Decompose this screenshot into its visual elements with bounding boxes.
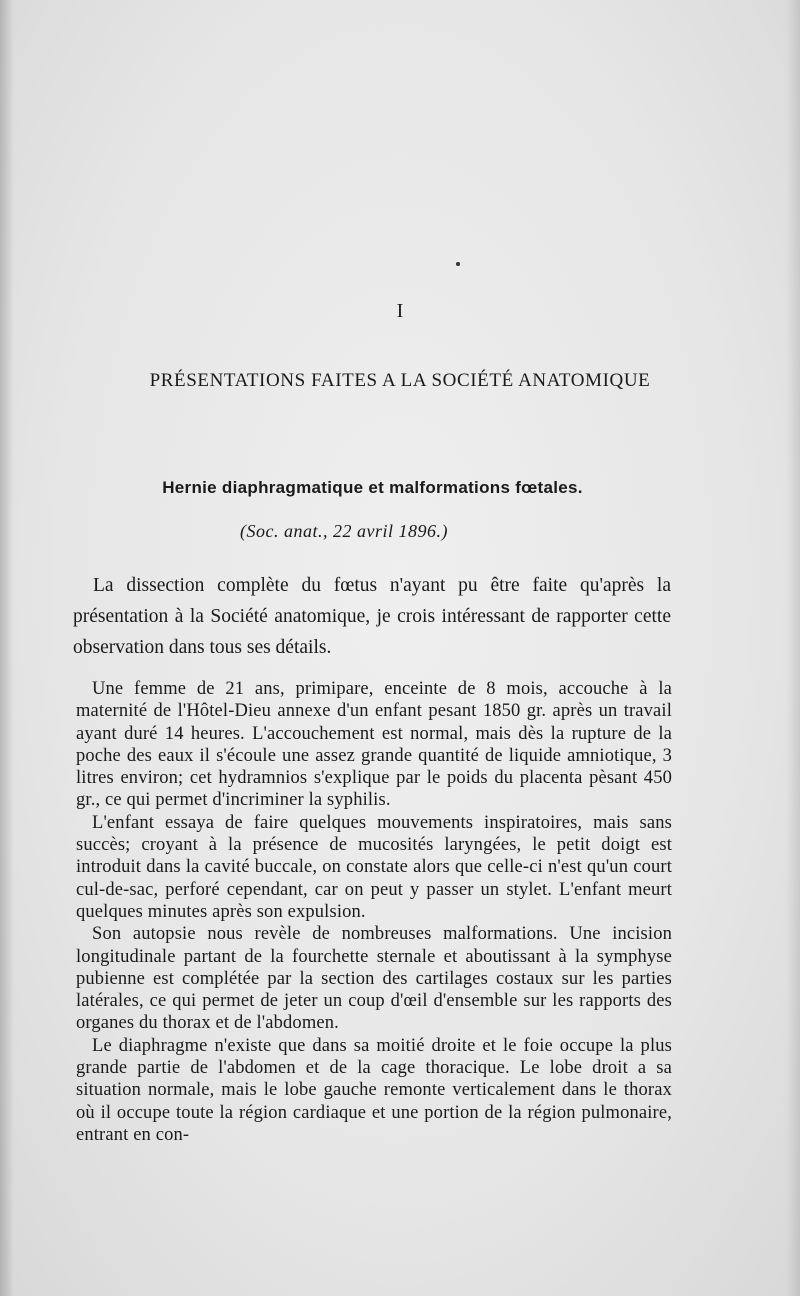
body-paragraph: L'enfant essaya de faire quelques mouvements inspiratoires, mais sans succès; croyant à la présence de mucosités laryngées, le petit doigt est introduit dans la cavité buccale, on constate alors que celle-ci n'est qu'un court cul-de-sac, perforé cependant, car on peut y passer un stylet. L'enfant meurt quelques minutes après son expulsion. <box>76 812 672 922</box>
body-paragraph: Son autopsie nous revèle de nombreuses malformations. Une incision longitudinale partant de la fourchette sternale et aboutissant à la symphyse pubienne est complétée par la section des cartilages costaux sur les parties latérales, ce qui permet de jeter un coup d'œil d'ensemble sur les rapports des organes du thorax et de l'abdomen. <box>76 924 672 1034</box>
section-numeral: I <box>396 300 404 322</box>
intro-block <box>73 570 671 663</box>
article-title: Hernie diaphragmatique et malformations fœtales. <box>162 478 583 497</box>
citation: (Soc. anat., 22 avril 1896.) <box>240 521 448 541</box>
body-paragraph: Le diaphragme n'existe que dans sa moitié droite et le foie occupe la plus grande partie de l'abdomen et de la cage thoracique. Le lobe droit a sa situation normale, mais le lobe gauche remonte verticalement dans le thorax où il occupe toute la région cardiaque et une portion de la région pulmonaire, entrant en con- <box>76 1035 672 1145</box>
page-edge-shadow-right <box>786 0 800 1296</box>
body-paragraph: Une femme de 21 ans, primipare, enceinte de 8 mois, accouche à la maternité de l'Hôtel-Dieu annexe d'un enfant pesant 1850 gr. après un travail ayant duré 14 heures. L'accouchement est normal, mais dès la rupture de la poche des eaux il s'écoule une assez grande quantité de liquide amniotique, 3 litres environ; cet hydramnios s'explique par le poids du placenta pèsant 450 gr., ce qui permet d'incriminer la syphilis. <box>76 679 672 811</box>
body-text <box>76 678 672 1146</box>
ink-speck <box>456 262 460 266</box>
page-edge-shadow-left <box>0 0 14 1296</box>
intro-paragraph: La dissection complète du fœtus n'ayant pu être faite qu'après la présentation à la Société anatomique, je crois intéressant de rapporter cette observation dans tous ses détails. <box>73 575 671 658</box>
section-heading: PRÉSENTATIONS FAITES A LA SOCIÉTÉ ANATOMIQUE <box>149 370 651 391</box>
